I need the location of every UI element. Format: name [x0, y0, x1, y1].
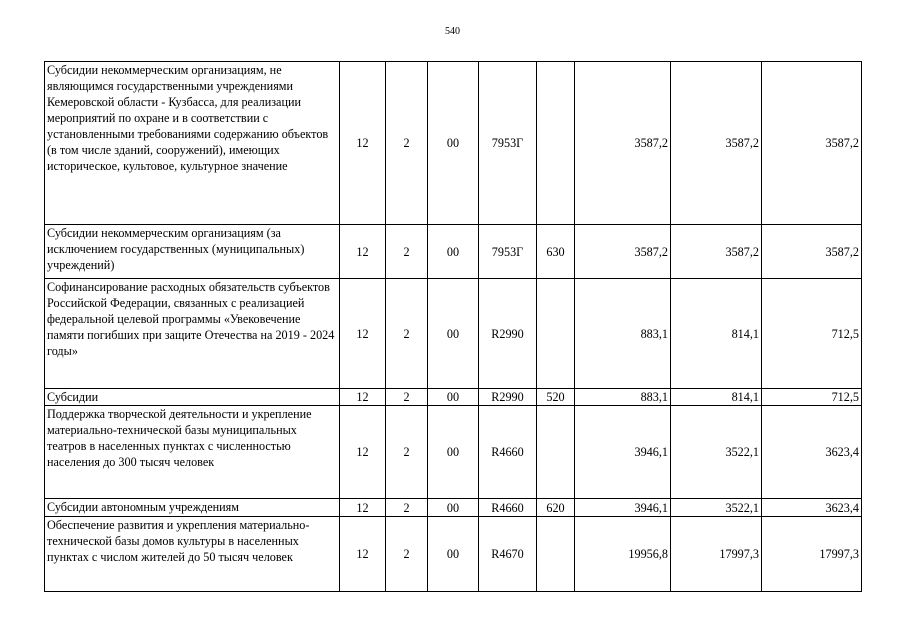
subsection-code: 2	[386, 279, 428, 389]
amount-year-2: 3522,1	[671, 499, 762, 517]
amount-year-2: 3522,1	[671, 406, 762, 499]
expense-type-code	[537, 62, 575, 225]
table-row	[45, 279, 862, 389]
section-code: 12	[340, 406, 386, 499]
expense-type-code: 520	[537, 389, 575, 406]
target-item-code: R2990	[479, 279, 537, 389]
section-code: 12	[340, 62, 386, 225]
target-item-code: R2990	[479, 389, 537, 406]
row-name: Субсидии	[45, 389, 340, 406]
table-row	[45, 225, 862, 279]
amount-year-1: 883,1	[575, 389, 671, 406]
row-name: Софинансирование расходных обязательств субъектов Российской Федерации, связанных с реализацией федеральной целевой программы «Увековечение памяти погибших при защите Отечества на 2019 - 2024 годы»	[45, 279, 340, 389]
amount-year-2: 814,1	[671, 389, 762, 406]
amount-year-1: 883,1	[575, 279, 671, 389]
subsection-code: 2	[386, 389, 428, 406]
section-code: 12	[340, 389, 386, 406]
budget-table	[44, 61, 862, 592]
amount-year-1: 3587,2	[575, 62, 671, 225]
amount-year-3: 3587,2	[762, 62, 862, 225]
program-code: 00	[428, 62, 479, 225]
section-code: 12	[340, 279, 386, 389]
program-code: 00	[428, 517, 479, 592]
expense-type-code	[537, 517, 575, 592]
program-code: 00	[428, 279, 479, 389]
expense-type-code: 630	[537, 225, 575, 279]
amount-year-3: 3587,2	[762, 225, 862, 279]
program-code: 00	[428, 389, 479, 406]
amount-year-1: 3946,1	[575, 406, 671, 499]
target-item-code: 7953Г	[479, 62, 537, 225]
target-item-code: R4660	[479, 499, 537, 517]
section-code: 12	[340, 225, 386, 279]
expense-type-code	[537, 406, 575, 499]
amount-year-3: 712,5	[762, 279, 862, 389]
table-row	[45, 499, 862, 517]
row-name: Субсидии некоммерческим организациям (за исключением государственных (муниципальных) учреждений)	[45, 225, 340, 279]
table-row	[45, 406, 862, 499]
target-item-code: R4670	[479, 517, 537, 592]
amount-year-3: 17997,3	[762, 517, 862, 592]
target-item-code: 7953Г	[479, 225, 537, 279]
amount-year-3: 3623,4	[762, 406, 862, 499]
table-row	[45, 517, 862, 592]
amount-year-1: 19956,8	[575, 517, 671, 592]
row-name: Субсидии автономным учреждениям	[45, 499, 340, 517]
amount-year-2: 814,1	[671, 279, 762, 389]
amount-year-2: 17997,3	[671, 517, 762, 592]
row-name: Поддержка творческой деятельности и укрепление материально-технической базы муниципальных театров в населенных пунктах с численностью населения до 300 тысяч человек	[45, 406, 340, 499]
target-item-code: R4660	[479, 406, 537, 499]
amount-year-2: 3587,2	[671, 62, 762, 225]
expense-type-code: 620	[537, 499, 575, 517]
amount-year-3: 3623,4	[762, 499, 862, 517]
expense-type-code	[537, 279, 575, 389]
amount-year-1: 3946,1	[575, 499, 671, 517]
subsection-code: 2	[386, 406, 428, 499]
subsection-code: 2	[386, 499, 428, 517]
subsection-code: 2	[386, 517, 428, 592]
row-name: Обеспечение развития и укрепления материально-технической базы домов культуры в населенных пунктах с числом жителей до 50 тысяч человек	[45, 517, 340, 592]
subsection-code: 2	[386, 225, 428, 279]
table-row	[45, 389, 862, 406]
amount-year-3: 712,5	[762, 389, 862, 406]
page-number: 540	[445, 26, 460, 37]
row-name: Субсидии некоммерческим организациям, не являющимся государственными учреждениями Кемеровской области - Кузбасса, для реализации мероприятий по охране и в соответствии с установленными требованиями содержанию объектов (в том числе зданий, сооружений), имеющих историческое, культовое, культурное значение	[45, 62, 340, 225]
program-code: 00	[428, 225, 479, 279]
table-row	[45, 62, 862, 225]
subsection-code: 2	[386, 62, 428, 225]
section-code: 12	[340, 499, 386, 517]
program-code: 00	[428, 406, 479, 499]
amount-year-1: 3587,2	[575, 225, 671, 279]
program-code: 00	[428, 499, 479, 517]
section-code: 12	[340, 517, 386, 592]
amount-year-2: 3587,2	[671, 225, 762, 279]
